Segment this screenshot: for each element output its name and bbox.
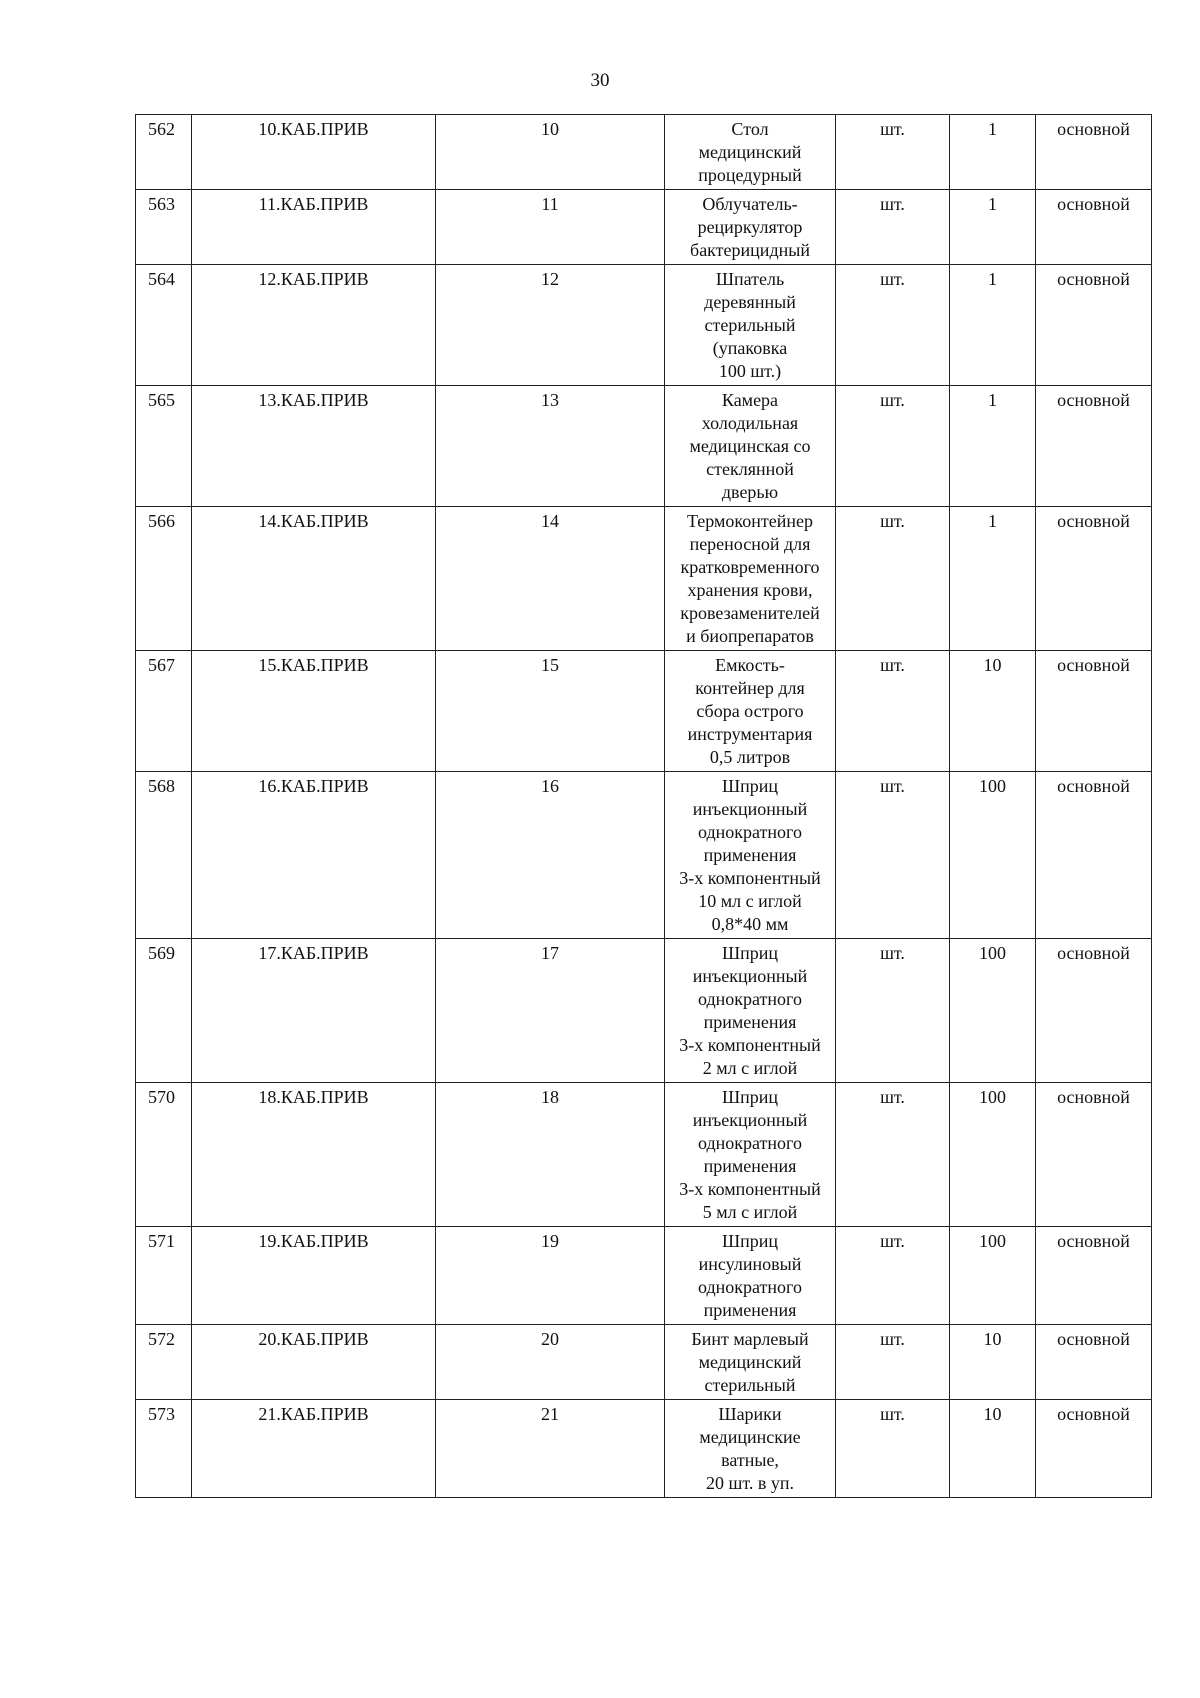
cell-row-number: 568	[136, 772, 192, 939]
cell-row-number: 562	[136, 115, 192, 190]
cell-row-number: 563	[136, 190, 192, 265]
cell-unit: шт.	[836, 507, 950, 651]
cell-index: 19	[436, 1227, 665, 1325]
table-row	[136, 386, 1152, 507]
cell-code: 13.КАБ.ПРИВ	[192, 386, 436, 507]
cell-item-name: Бинт марлевый медицинский стерильный	[665, 1325, 836, 1400]
cell-quantity: 100	[950, 772, 1036, 939]
cell-type: основной	[1036, 1325, 1152, 1400]
cell-code: 14.КАБ.ПРИВ	[192, 507, 436, 651]
cell-row-number: 570	[136, 1083, 192, 1227]
cell-row-number: 572	[136, 1325, 192, 1400]
cell-code: 21.КАБ.ПРИВ	[192, 1400, 436, 1498]
cell-row-number: 564	[136, 265, 192, 386]
cell-type: основной	[1036, 772, 1152, 939]
table-body	[136, 115, 1152, 1498]
cell-type: основной	[1036, 1400, 1152, 1498]
cell-index: 16	[436, 772, 665, 939]
cell-item-name: Облучатель- рециркулятор бактерицидный	[665, 190, 836, 265]
cell-row-number: 566	[136, 507, 192, 651]
cell-quantity: 10	[950, 651, 1036, 772]
cell-unit: шт.	[836, 651, 950, 772]
cell-code: 11.КАБ.ПРИВ	[192, 190, 436, 265]
cell-index: 14	[436, 507, 665, 651]
cell-index: 18	[436, 1083, 665, 1227]
cell-code: 10.КАБ.ПРИВ	[192, 115, 436, 190]
cell-unit: шт.	[836, 190, 950, 265]
cell-item-name: Стол медицинский процедурный	[665, 115, 836, 190]
table-row	[136, 507, 1152, 651]
cell-code: 16.КАБ.ПРИВ	[192, 772, 436, 939]
cell-index: 13	[436, 386, 665, 507]
cell-unit: шт.	[836, 386, 950, 507]
cell-row-number: 573	[136, 1400, 192, 1498]
table-row	[136, 1227, 1152, 1325]
cell-quantity: 10	[950, 1325, 1036, 1400]
equipment-table	[135, 114, 1152, 1498]
table-row	[136, 115, 1152, 190]
table-row	[136, 772, 1152, 939]
cell-row-number: 565	[136, 386, 192, 507]
table-row	[136, 1400, 1152, 1498]
cell-index: 10	[436, 115, 665, 190]
cell-item-name: Емкость- контейнер для сбора острого инструментария 0,5 литров	[665, 651, 836, 772]
cell-type: основной	[1036, 939, 1152, 1083]
cell-item-name: Шприц инъекционный однократного применения 3-х компонентный 2 мл с иглой	[665, 939, 836, 1083]
cell-quantity: 100	[950, 939, 1036, 1083]
cell-code: 15.КАБ.ПРИВ	[192, 651, 436, 772]
cell-code: 12.КАБ.ПРИВ	[192, 265, 436, 386]
cell-type: основной	[1036, 1227, 1152, 1325]
cell-type: основной	[1036, 115, 1152, 190]
cell-index: 20	[436, 1325, 665, 1400]
page-number: 30	[590, 70, 610, 91]
cell-quantity: 1	[950, 507, 1036, 651]
cell-code: 19.КАБ.ПРИВ	[192, 1227, 436, 1325]
cell-type: основной	[1036, 1083, 1152, 1227]
cell-unit: шт.	[836, 1083, 950, 1227]
cell-item-name: Шприц инъекционный однократного применения 3-х компонентный 5 мл с иглой	[665, 1083, 836, 1227]
table-row	[136, 939, 1152, 1083]
cell-unit: шт.	[836, 1227, 950, 1325]
cell-quantity: 1	[950, 386, 1036, 507]
cell-unit: шт.	[836, 772, 950, 939]
cell-row-number: 569	[136, 939, 192, 1083]
cell-type: основной	[1036, 386, 1152, 507]
cell-quantity: 100	[950, 1227, 1036, 1325]
cell-type: основной	[1036, 507, 1152, 651]
cell-row-number: 567	[136, 651, 192, 772]
cell-index: 21	[436, 1400, 665, 1498]
cell-item-name: Шприц инсулиновый однократного применения	[665, 1227, 836, 1325]
cell-type: основной	[1036, 651, 1152, 772]
cell-quantity: 100	[950, 1083, 1036, 1227]
cell-type: основной	[1036, 265, 1152, 386]
cell-quantity: 1	[950, 190, 1036, 265]
table-row	[136, 1325, 1152, 1400]
cell-item-name: Шарики медицинские ватные, 20 шт. в уп.	[665, 1400, 836, 1498]
table-row	[136, 1083, 1152, 1227]
cell-code: 18.КАБ.ПРИВ	[192, 1083, 436, 1227]
table-row	[136, 190, 1152, 265]
cell-quantity: 1	[950, 265, 1036, 386]
cell-unit: шт.	[836, 1400, 950, 1498]
cell-unit: шт.	[836, 1325, 950, 1400]
table-row	[136, 651, 1152, 772]
cell-quantity: 1	[950, 115, 1036, 190]
cell-unit: шт.	[836, 115, 950, 190]
cell-code: 20.КАБ.ПРИВ	[192, 1325, 436, 1400]
cell-row-number: 571	[136, 1227, 192, 1325]
cell-index: 15	[436, 651, 665, 772]
cell-item-name: Термоконтейнер переносной для кратковременного хранения крови, кровезаменителей и биопрепаратов	[665, 507, 836, 651]
cell-item-name: Шпатель деревянный стерильный (упаковка 100 шт.)	[665, 265, 836, 386]
cell-type: основной	[1036, 190, 1152, 265]
cell-index: 12	[436, 265, 665, 386]
cell-code: 17.КАБ.ПРИВ	[192, 939, 436, 1083]
table-row	[136, 265, 1152, 386]
cell-item-name: Камера холодильная медицинская со стеклянной дверью	[665, 386, 836, 507]
cell-unit: шт.	[836, 939, 950, 1083]
cell-index: 17	[436, 939, 665, 1083]
cell-quantity: 10	[950, 1400, 1036, 1498]
cell-unit: шт.	[836, 265, 950, 386]
cell-index: 11	[436, 190, 665, 265]
cell-item-name: Шприц инъекционный однократного применения 3-х компонентный 10 мл с иглой 0,8*40 мм	[665, 772, 836, 939]
